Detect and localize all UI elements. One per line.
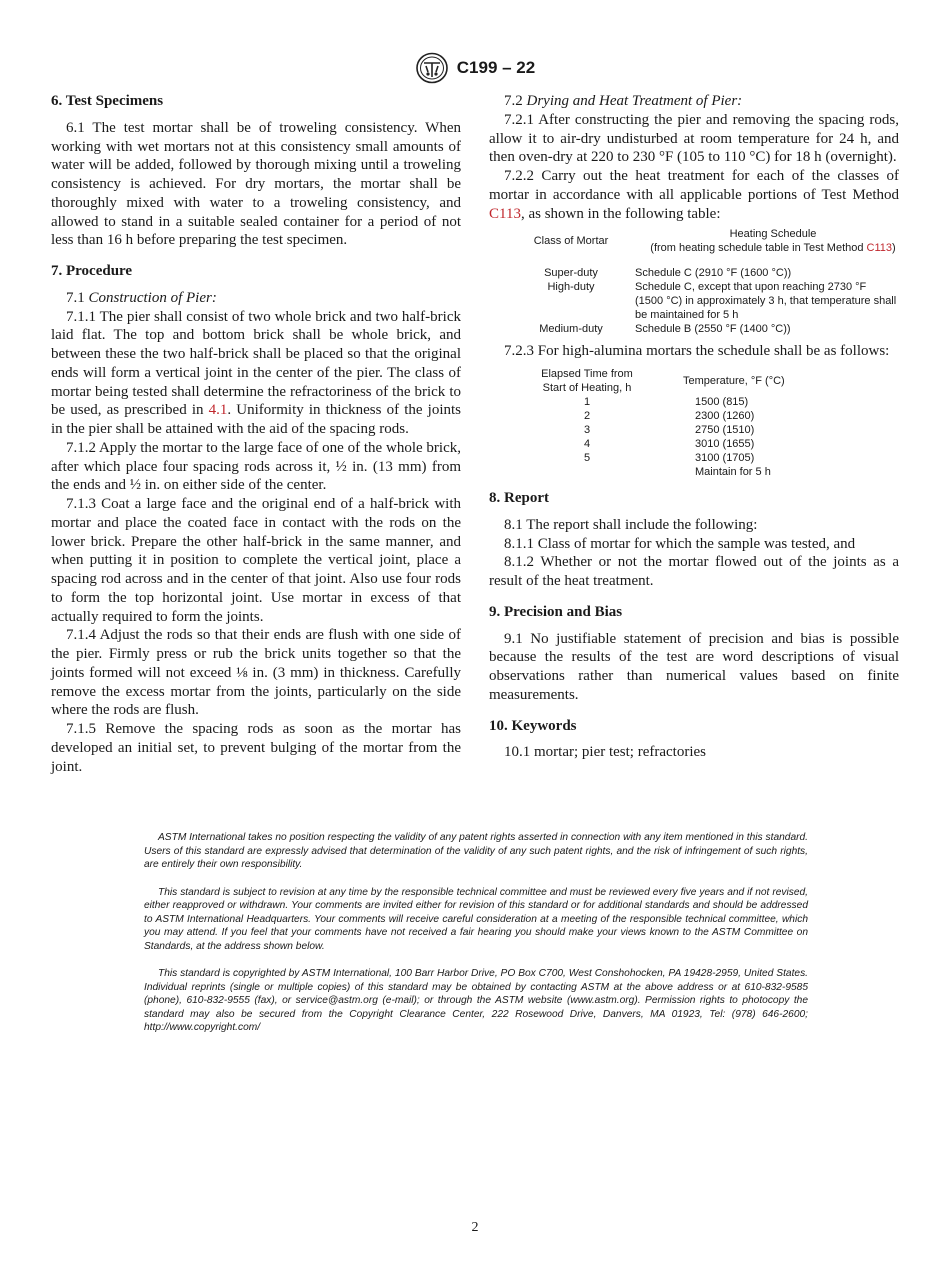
table-row	[527, 423, 785, 437]
right-column	[489, 92, 899, 762]
paragraph-8-1-1: 8.1.1 Class of mortar for which the sample was tested, and	[504, 535, 856, 552]
table-header-schedule-line1: Heating Schedule	[729, 228, 817, 241]
paragraph-7-1-1-text-b: . Uniformity in thickness of the joints in the pier shall be attained with the aid of the spacing rods.	[51, 402, 461, 437]
paragraph-7-2-number: 7.2	[504, 93, 523, 109]
table-header-schedule	[635, 227, 907, 255]
section-8-heading: 8. Report	[489, 490, 549, 506]
table-cell-schedule: Schedule C (2910 °F (1600 °C))	[635, 267, 792, 280]
page-header	[0, 52, 950, 86]
table-cell-temp: 3100 (1705)	[695, 452, 755, 464]
table-cell-time: 1	[583, 396, 591, 408]
table-row	[527, 465, 785, 479]
paragraph-7-2	[489, 92, 899, 111]
table-cell-temp: 2750 (1510)	[695, 424, 755, 436]
page-number: 2	[471, 1220, 479, 1235]
paragraph-7-1-2: 7.1.2 Apply the mortar to the large face of one of the whole brick, after which place four spacing rods across it, ½ in. (13 mm) from the ends and ½ in. on either side of the center.	[51, 439, 461, 494]
paragraph-7-1-title: Construction of Pier:	[88, 289, 217, 306]
table-cell-class: High-duty	[547, 281, 595, 294]
paragraph-7-1-1	[51, 308, 461, 439]
paragraph-10-1: 10.1 mortar; pier test; refractories	[504, 744, 707, 761]
table-header-schedule-line2	[639, 241, 907, 255]
table-cell-time: 3	[583, 424, 591, 436]
paragraph-7-2-2-text-b: , as shown in the following table:	[520, 205, 721, 222]
table-cell-class: Medium-duty	[539, 323, 603, 336]
section-4-1-link[interactable]: 4.1	[208, 402, 228, 419]
paragraph-7-1-number: 7.1	[66, 289, 85, 306]
table-row	[527, 409, 785, 423]
astm-logo-icon	[415, 52, 449, 84]
table-row	[507, 322, 907, 336]
table-header-schedule-text: (from heating schedule table in Test Method	[650, 242, 864, 255]
section-6-heading: 6. Test Specimens	[51, 93, 164, 109]
paragraph-9-1: 9.1 No justifiable statement of precision and bias is possible because the results of the test are word descriptions of visual observations rather than numerical values based on finite measurements.	[489, 630, 899, 703]
table-cell-time: 4	[583, 438, 591, 450]
table-cell-temp: 1500 (815)	[695, 396, 749, 408]
table-header-elapsed-line1: Elapsed Time from	[541, 368, 633, 380]
paragraph-7-1-5: 7.1.5 Remove the spacing rods as soon as the mortar has developed an initial set, to prevent bulging of the mortar from the joint.	[51, 721, 461, 775]
table-row	[527, 395, 785, 409]
c113-table-link[interactable]: C113	[866, 242, 893, 255]
paragraph-7-1	[51, 289, 461, 308]
paragraph-7-2-3: 7.2.3 For high-alumina mortars the schedule shall be as follows:	[504, 343, 890, 360]
table-header-elapsed-line2: Start of Heating, h	[542, 382, 632, 394]
table-cell-time	[527, 465, 647, 479]
paragraph-8-1: 8.1 The report shall include the following:	[504, 516, 758, 533]
footer-notices	[144, 831, 808, 1049]
table-header-temperature: Temperature, °F (°C)	[683, 375, 785, 387]
c113-link[interactable]: C113	[489, 205, 521, 222]
paragraph-6-1: 6.1 The test mortar shall be of troweling consistency. When working with wet mortars not at this consistency small amounts of water will be added, followed by thorough mixing until a troweling consistency is achieved. For dry mortars, the mortar shall be thoroughly mixed with water to a troweling consistency, and allowed to stand in a suitable sealed container for a period of not less than 16 h before preparing the test specimen.	[51, 119, 461, 249]
paragraph-7-1-3: 7.1.3 Coat a large face and the original end of a half-brick with mortar and place the coated face in contact with the rods on the lower brick. Prepare the other half-brick in the same manner, and when putting it in position to complete the vertical joint, place a spacing rod across and in the center of that joint. Also use four rods to form the top horizontal joint. Use mortar in excess of that actually required to form the joints.	[51, 496, 461, 625]
table-row	[527, 451, 785, 465]
table-row	[507, 280, 907, 322]
paragraph-7-2-1: 7.2.1 After constructing the pier and removing the spacing rods, allow it to air-dry undisturbed at room temperature for 24 h, and then oven-dry at 220 to 230 °F (105 to 110 °C) for 18 h (overnight).	[489, 111, 899, 166]
table-header-row	[527, 367, 785, 395]
paragraph-7-1-1-text-a: 7.1.1 The pier shall consist of two whole brick and two half-brick laid flat. The top and bottom brick shall be whole brick, and between these the two half-brick shall be placed so that the original ends will form a vertical joint in the center of the pier. The class of mortar being tested shall determine the refractoriness of the brick to be used, as prescribed in	[51, 308, 461, 419]
table-header-elapsed	[527, 367, 647, 395]
paragraph-7-2-title: Drying and Heat Treatment of Pier:	[526, 93, 743, 109]
high-alumina-schedule-table	[527, 367, 785, 479]
table-cell-temp: 2300 (1260)	[695, 410, 755, 422]
table-row	[527, 437, 785, 451]
left-column	[51, 92, 461, 776]
table-header-row	[507, 227, 907, 255]
table-cell-temp: Maintain for 5 h	[695, 466, 771, 478]
table-cell-class: Super-duty	[544, 267, 598, 280]
table-row	[507, 266, 907, 280]
section-9-heading: 9. Precision and Bias	[489, 603, 623, 620]
section-10-heading: 10. Keywords	[489, 717, 577, 734]
table-header-class: Class of Mortar	[533, 235, 609, 248]
copyright-notice: This standard is copyrighted by ASTM International, 100 Barr Harbor Drive, PO Box C700, West Conshohocken, PA 19428-2959, United States. Individual reprints (single or multiple copies) of this standard may be obtained by contacting ASTM at the above address or at 610-832-9585 (phone), 610-832-9555 (fax), or service@astm.org (e-mail); or through the ASTM website (www.astm.org). Permission rights to photocopy the standard may also be secured from the Copyright Clearance Center, 222 Rosewood Drive, Danvers, MA 01923, Tel: (978) 646-2600; http://www.copyright.com/	[144, 968, 808, 1033]
table-cell-temp: 3010 (1655)	[695, 438, 755, 450]
patent-notice: ASTM International takes no position respecting the validity of any patent rights asserted in connection with any item mentioned in this standard. Users of this standard are expressly advised that determination of the validity of any such patent rights, and the risk of infringement of such rights, are entirely their own responsibility.	[144, 832, 808, 870]
paragraph-7-2-2	[489, 167, 899, 223]
table-cell-time: 5	[583, 452, 591, 464]
heating-schedule-table	[507, 227, 907, 336]
document-id: C199 – 22	[456, 58, 536, 77]
paragraph-7-2-2-text-a: 7.2.2 Carry out the heat treatment for each of the classes of mortar in accordance with all applicable portions of Test Method	[489, 168, 899, 203]
section-7-heading: 7. Procedure	[51, 263, 133, 279]
table-header-schedule-close: )	[892, 242, 896, 255]
table-cell-time: 2	[583, 410, 591, 422]
paragraph-7-1-4: 7.1.4 Adjust the rods so that their ends are flush with one side of the pier. Firmly press or rub the brick units together so that the joints formed will not exceed ⅛ in. (3 mm) in thickness. Carefully remove the excess mortar from the joints, particularly on the side where the rods are flush.	[51, 627, 461, 719]
revision-notice: This standard is subject to revision at any time by the responsible technical committee and must be reviewed every five years and if not revised, either reapproved or withdrawn. Your comments are invited either for revision of this standard or for additional standards and should be addressed to ASTM International Headquarters. Your comments will receive careful consideration at a meeting of the responsible technical committee, which you may attend. If you feel that your comments have not received a fair hearing you should make your views known to the ASTM Committee on Standards, at the address shown below.	[144, 886, 808, 952]
paragraph-8-1-2: 8.1.2 Whether or not the mortar flowed out of the joints as a result of the heat treatment.	[489, 554, 899, 589]
table-cell-schedule: Schedule B (2550 °F (1400 °C))	[635, 323, 791, 336]
table-cell-schedule: Schedule C, except that upon reaching 2730 °F (1500 °C) in approximately 3 h, that temperature shall be maintained for 5 h	[635, 281, 897, 322]
